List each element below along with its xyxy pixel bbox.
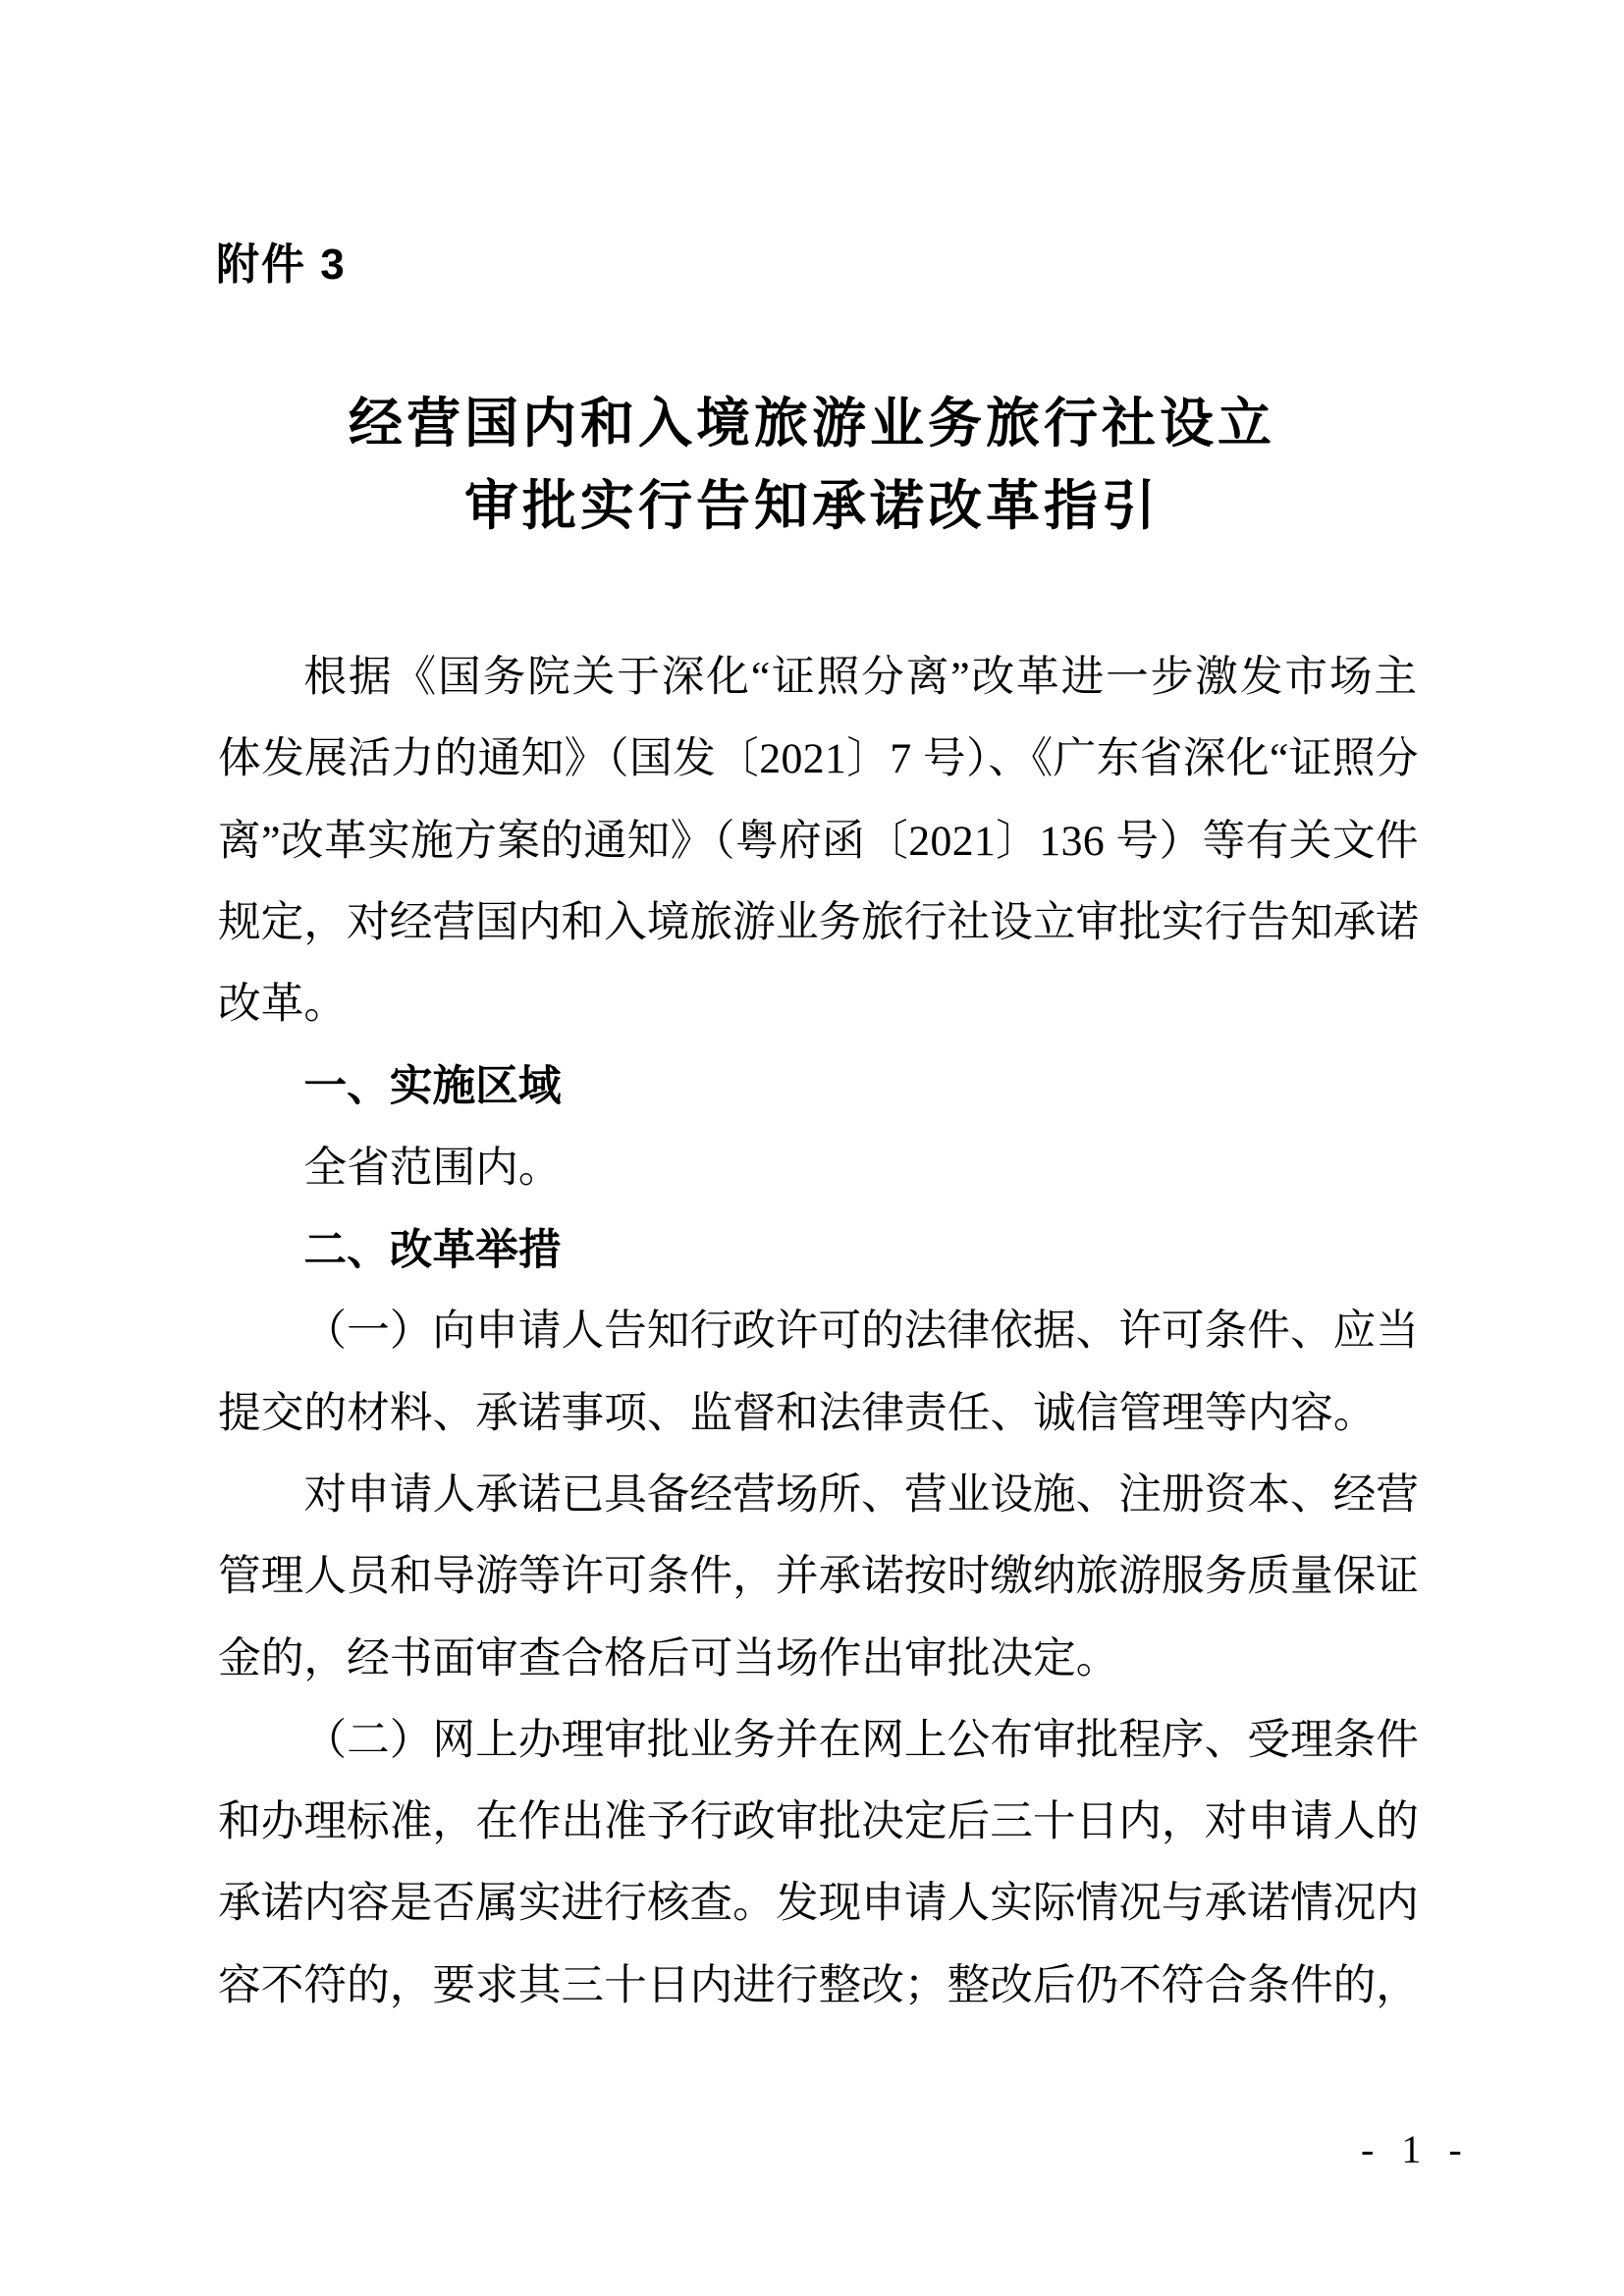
body-line (218, 1782, 1419, 1863)
body-line-text: 一、实施区域 (303, 1062, 562, 1111)
body-line-text: 改革。 (218, 981, 348, 1029)
body-line-text: （二）网上办理审批业务并在网上公布审批程序、受理条件 (303, 1716, 1419, 1764)
body-line (218, 1291, 1419, 1372)
body-line-text: 容不符的，要求其三十日内进行整改；整改后仍不符合条件的， (218, 1961, 1419, 2009)
body-line-text: 提交的材料、承诺事项、监督和法律责任、诚信管理等内容。 (218, 1389, 1377, 1437)
body-line (218, 1700, 1419, 1782)
body-line-text: （一）向申请人告知行政许可的法律依据、许可条件、应当 (303, 1308, 1419, 1356)
section-heading (218, 1209, 1419, 1291)
body-line (218, 1455, 1419, 1536)
body-line (218, 1373, 1419, 1455)
body-line-text: 和办理标准，在作出准予行政审批决定后三十日内，对申请人的 (218, 1798, 1419, 1846)
body-line (218, 801, 1419, 882)
attachment-label: 附件 3 (216, 240, 347, 289)
body-line-text: 二、改革举措 (303, 1226, 562, 1275)
body-line (218, 637, 1419, 719)
body-line (218, 719, 1419, 800)
body-line-text: 管理人员和导游等许可条件，并承诺按时缴纳旅游服务质量保证 (218, 1553, 1419, 1601)
body-line-text: 金的，经书面审查合格后可当场作出审批决定。 (218, 1634, 1119, 1682)
body-line (218, 964, 1419, 1045)
body-line-text: 离”改革实施方案的通知》（粤府函〔2021〕136 号）等有关文件 (218, 817, 1419, 865)
body-line-text: 规定，对经营国内和入境旅游业务旅行社设立审批实行告知承诺 (218, 898, 1419, 946)
body-line (218, 882, 1419, 964)
body-line-text: 体发展活力的通知》（国发〔2021〕7 号）、《广东省深化“证照分 (218, 735, 1419, 783)
document-title (0, 382, 1624, 547)
body-line-text: 对申请人承诺已具备经营场所、营业设施、注册资本、经营 (303, 1470, 1419, 1519)
body-line-text: 承诺内容是否属实进行核查。发现申请人实际情况与承诺情况内 (218, 1880, 1419, 1928)
body-line (218, 1863, 1419, 1945)
body-line (218, 1128, 1419, 1209)
body-line (218, 1946, 1419, 2027)
body-line (218, 1536, 1419, 1618)
section-heading (218, 1045, 1419, 1127)
document-title-line-1: 经营国内和入境旅游业务旅行社设立 (348, 393, 1275, 454)
body-line (218, 1619, 1419, 1700)
document-title-line-2: 审批实行告知承诺改革指引 (463, 475, 1160, 536)
body-line-text: 全省范围内。 (303, 1144, 562, 1192)
body-line-text: 根据《国务院关于深化“证照分离”改革进一步激发市场主 (303, 654, 1419, 701)
page-number: - 1 - (1361, 2127, 1471, 2171)
document-body (218, 637, 1419, 2027)
